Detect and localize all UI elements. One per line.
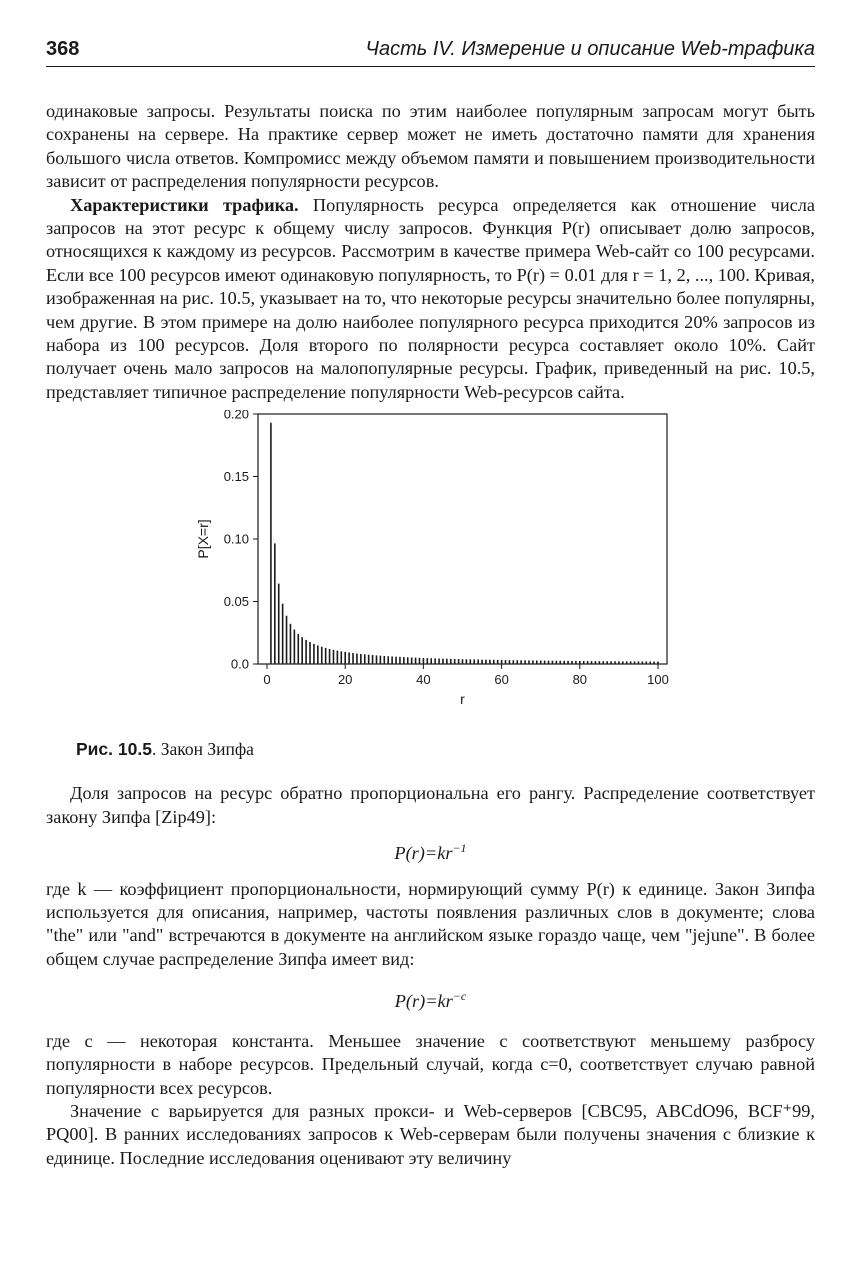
paragraph-zipf-law: Доля запросов на ресурс обратно пропорциональна его рангу. Распределение соответствует закону Зипфа [Zip49]: <box>46 783 815 827</box>
formula-zipf-base: P(r)=kr <box>394 843 453 864</box>
caption-label: Рис. 10.5 <box>76 739 152 760</box>
paragraph-intro: одинаковые запросы. Результаты поиска по этим наиболее популярным запросам могут быть сохранены на сервере. На практике сервер может не иметь достаточно памяти для хранения большого числа ответов. Компромисс между объемом памяти и повышением производительности зависит от распределения популярности ресурсов. <box>46 101 815 192</box>
page-number: 368 <box>46 38 80 60</box>
y-tick-label: 0.10 <box>223 531 249 547</box>
formula-general-base: P(r)=kr <box>394 991 453 1012</box>
paragraph-constant: где c — некоторая константа. Меньшее значение c соответствуют меньшему разбросу популярности в наборе ресурсов. Предельный случай, когда c=0, соответствует случаю равной популярности всех ресурсов. <box>46 1030 815 1098</box>
figure-zipf <box>46 410 815 738</box>
formula-zipf-exponent: −1 <box>452 841 467 856</box>
caption-text: . Закон Зипфа <box>151 739 254 760</box>
x-tick-label: 20 <box>337 672 353 688</box>
x-tick-label: 80 <box>572 672 588 688</box>
paragraph-zipf-usage: где k — коэффициент пропорциональности, нормирующий сумму P(r) к единице. Закон Зипфа используется для описания, например, частоты появления различных слов в документе; слова "the" или "and" встречаются в документе на английском языке гораздо чаще, чем "jejune". В более общем случае распределение Зипфа имеет вид: <box>46 878 815 969</box>
section-heading: Характеристики трафика. <box>70 194 299 215</box>
formula-zipf-general <box>46 985 815 1014</box>
x-tick-label: 60 <box>494 672 509 688</box>
figure-caption <box>76 738 815 760</box>
paragraph-variation: Значение c варьируется для разных прокси- и Web-серверов [CBC95, ABCdO96, BCF⁺99, PQ00]. В ранних исследованиях запросов к Web-серверам были получены значения c близкие к единице. Последние исследования оценивают эту величину <box>46 1100 815 1168</box>
x-tick-label: 100 <box>647 672 669 688</box>
formula-zipf <box>46 837 815 866</box>
y-axis-label: P[X=r] <box>195 519 211 559</box>
x-tick-label: 40 <box>416 672 431 688</box>
y-tick-label: 0.15 <box>223 469 249 485</box>
y-tick-label: 0.20 <box>223 410 249 422</box>
book-page <box>46 36 815 1170</box>
x-tick-label: 0 <box>263 672 271 688</box>
paragraph-traffic <box>46 194 815 405</box>
running-title: Часть IV. Измерение и описание Web-трафика <box>365 38 815 60</box>
paragraph-traffic-body: Популярность ресурса определяется как отношение числа запросов на этот ресурс к общему числу запросов. Функция P(r) описывает долю запросов, относящихся к каждому из ресурсов. Рассмотрим в качестве примера Web-сайт со 100 ресурсами. Если все 100 ресурсов имеют одинаковую популярность, то P(r) = 0.01 для r = 1, 2, ..., 100. Кривая, изображенная на рис. 10.5, указывает на то, что некоторые ресурсы значительно более популярны, чем другие. В этом примере на долю наиболее популярного ресурса приходится 20% запросов из набора из 100 ресурсов. Доля второго по полярности ресурса составляет около 10%. Сайт получает очень мало запросов на малопопулярные ресурсы. График, приведенный на рис. 10.5, представляет типичное распределение популярности Web-ресурсов сайта. <box>46 194 815 402</box>
x-axis-label: r <box>460 691 465 708</box>
y-tick-label: 0.05 <box>223 594 249 610</box>
formula-general-exponent: −c <box>452 989 467 1004</box>
running-head <box>46 36 815 67</box>
y-tick-label: 0.0 <box>230 656 249 672</box>
zipf-chart <box>46 410 815 732</box>
plot-frame <box>258 414 667 664</box>
